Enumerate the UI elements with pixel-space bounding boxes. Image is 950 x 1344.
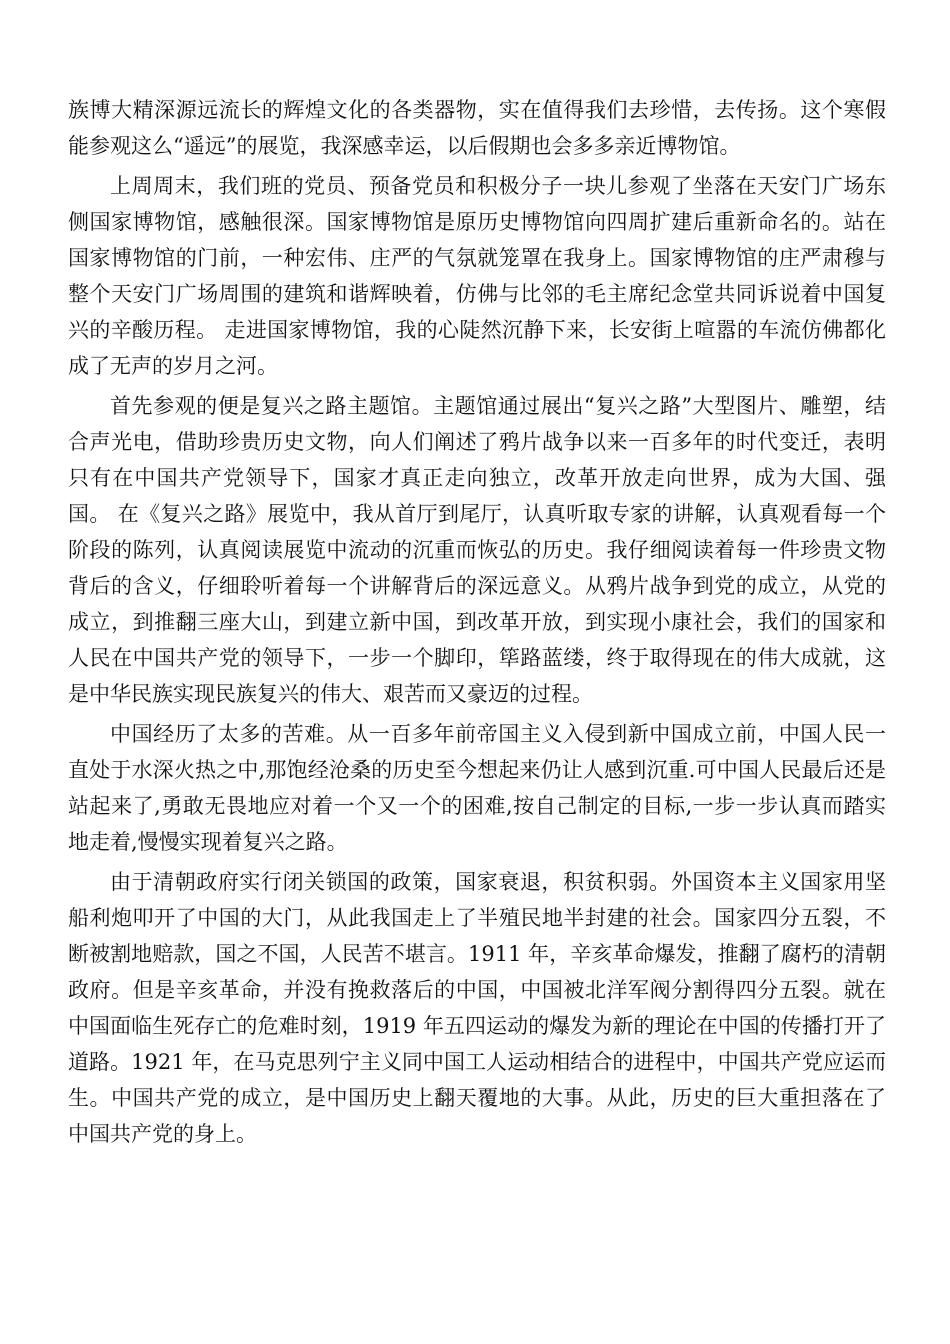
paragraph-2: 上周周末，我们班的党员、预备党员和积极分子一块儿参观了坐落在天安门广场东侧国家博物馆，感触很深。国家博物馆是原历史博物馆向四周扩建后重新命名的。站在国家博物馆的门前，一种宏伟、庄严的气氛就笼罩在我身上。国家博物馆的庄严肃穆与整个天安门广场周围的建筑和谐辉映着，仿佛与比邻的毛主席纪念堂共同诉说着中国复兴的辛酸历程。 走进国家博物馆，我的心陡然沉静下来，长安街上喧嚣的车流仿佛都化成了无声的岁月之河。 — [68, 174, 886, 378]
document-page — [68, 92, 886, 1156]
paragraph-5: 由于清朝政府实行闭关锁国的政策，国家衰退，积贫积弱。外国资本主义国家用坚船利炮叩开了中国的大门，从此我国走上了半殖民地半封建的社会。国家四分五裂，不断被割地赔款，国之不国，人民苦不堪言。1911 年，辛亥革命爆发，推翻了腐朽的清朝政府。但是辛亥革命，并没有挽救落后的中国，中国被北洋军阀分割得四分五裂。就在中国面临生死存亡的危难时刻，1919 年五四运动的爆发为新的理论在中国的传播打开了道路。1921 年，在马克思列宁主义同中国工人运动相结合的进程中，中国共产党应运而生。中国共产党的成立，是中国历史上翻天覆地的大事。从此，历史的巨大重担落在了中国共产党的身上。 — [68, 870, 886, 1146]
paragraph-1: 族博大精深源远流长的辉煌文化的各类器物，实在值得我们去珍惜，去传扬。这个寒假能参观这么“遥远”的展览，我深感幸运，以后假期也会多多亲近博物馆。 — [68, 98, 886, 158]
paragraph-4: 中国经历了太多的苦难。从一百多年前帝国主义入侵到新中国成立前，中国人民一直处于水深火热之中,那饱经沧桑的历史至今想起来仍让人感到沉重.可中国人民最后还是站起来了,勇敢无畏地应对着一个又一个的困难,按自己制定的目标,一步一步认真而踏实地走着,慢慢实现着复兴之路。 — [68, 722, 886, 854]
paragraph-3: 首先参观的便是复兴之路主题馆。主题馆通过展出“复兴之路”大型图片、雕塑，结合声光电，借助珍贵历史文物，向人们阐述了鸦片战争以来一百多年的时代变迁，表明只有在中国共产党领导下，国家才真正走向独立，改革开放走向世界，成为大国、强国。 在《复兴之路》展览中，我从首厅到尾厅，认真听取专家的讲解，认真观看每一个阶段的陈列，认真阅读展览中流动的沉重而恢弘的历史。我仔细阅读着每一件珍贵文物背后的含义，仔细聆听着每一个讲解背后的深远意义。从鸦片战争到党的成立，从党的成立，到推翻三座大山，到建立新中国，到改革开放，到实现小康社会，我们的国家和人民在中国共产党的领导下，一步一个脚印，筚路蓝缕，终于取得现在的伟大成就，这是中华民族实现民族复兴的伟大、艰苦而又豪迈的过程。 — [68, 394, 886, 706]
